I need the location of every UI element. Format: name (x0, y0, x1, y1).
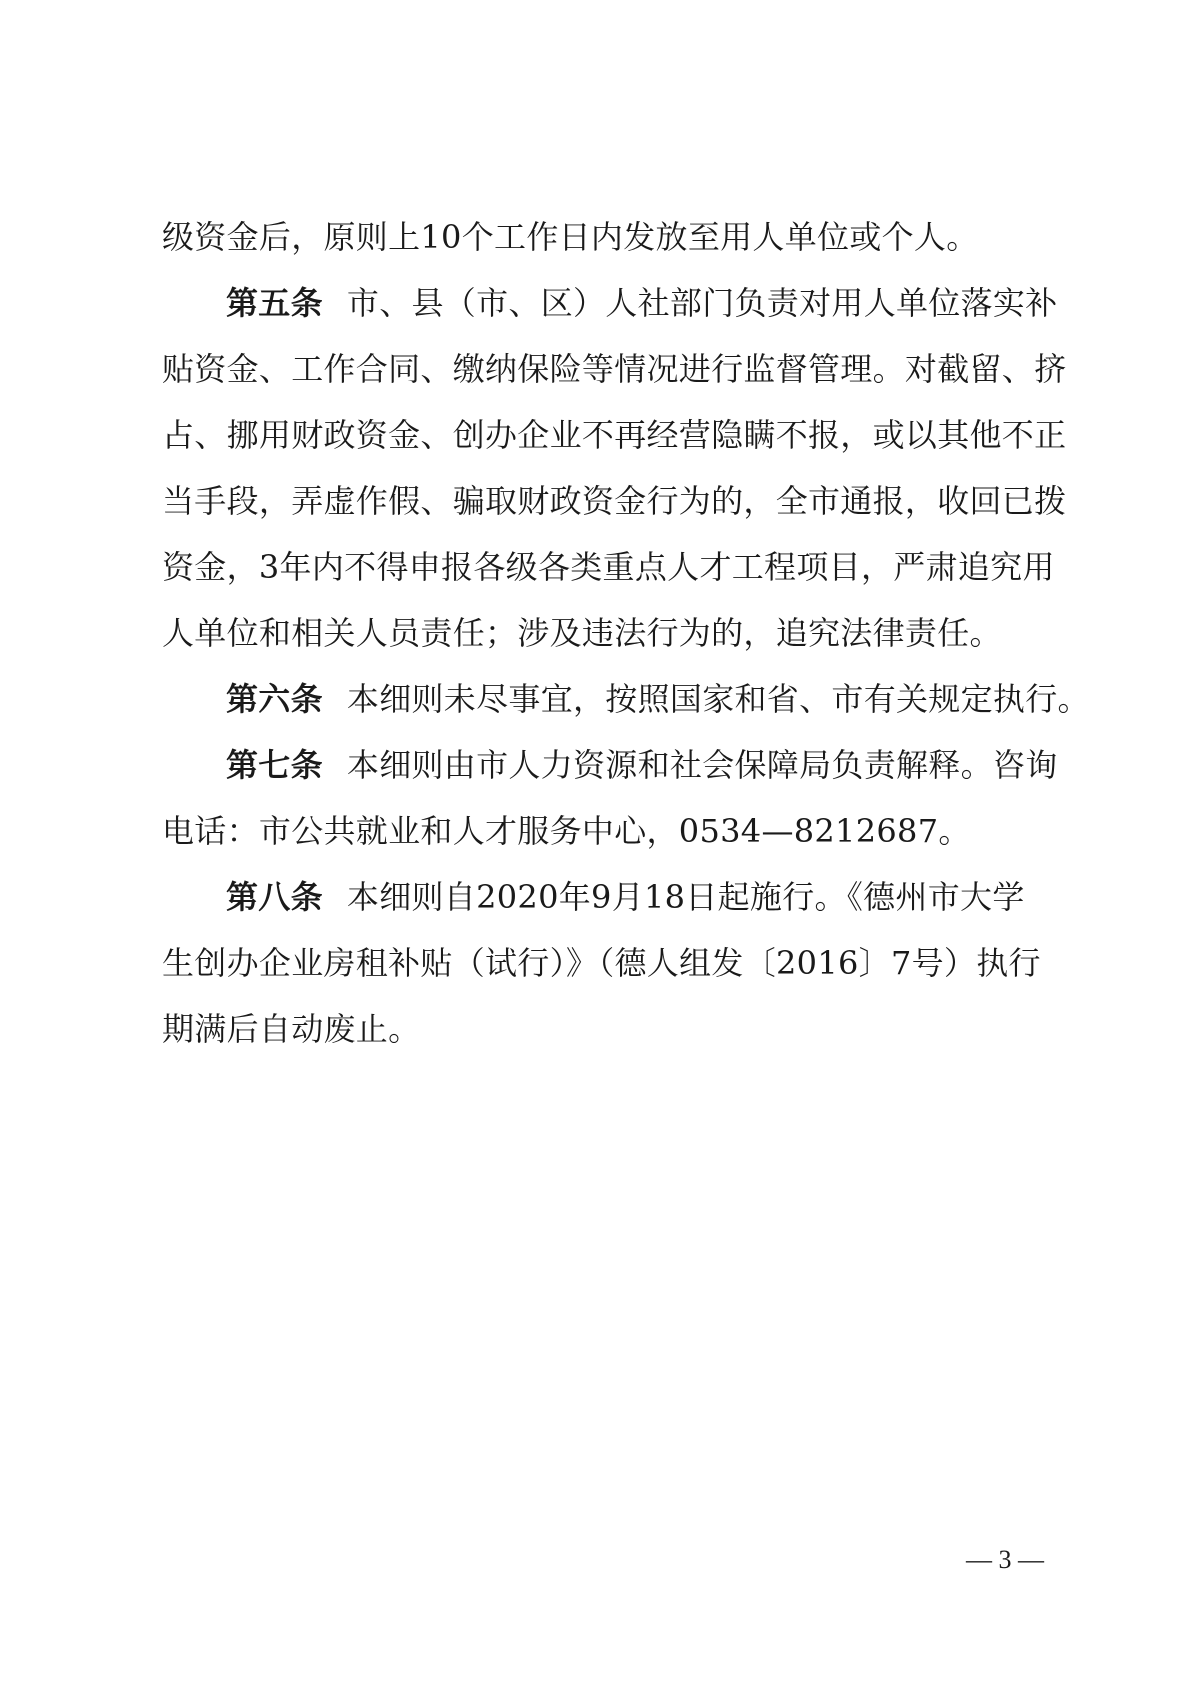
line-text: 本细则由市人力资源和社会保障局负责解释。咨询 (346, 746, 1058, 784)
paragraph-line (162, 609, 1042, 675)
document-body (162, 213, 1090, 1071)
article-seven-heading: 第七条 (226, 746, 323, 784)
line-text: 当手段，弄虚作假、骗取财政资金行为的，全市通报，收回已拨 (162, 482, 1067, 520)
article-five-heading: 第五条 (226, 284, 323, 322)
line-text: 本细则未尽事宜，按照国家和省、市有关规定执行。 (346, 680, 1090, 718)
article-eight-line (162, 873, 1042, 939)
line-text: 电话：市公共就业和人才服务中心，0534—8212687。 (162, 812, 971, 850)
line-text: 生创办企业房租补贴（试行）》（德人组发〔2016〕7号）执行 (162, 944, 1041, 982)
line-text: 贴资金、工作合同、缴纳保险等情况进行监督管理。对截留、挤 (162, 350, 1067, 388)
paragraph-line (162, 807, 1042, 873)
paragraph-line (162, 543, 1055, 609)
line-text: 本细则自2020年9月18日起施行。《德州市大学 (346, 878, 1025, 916)
paragraph-line (162, 477, 1067, 543)
page-number: — 3 — (966, 1545, 1044, 1574)
line-text: 市、县（市、区）人社部门负责对用人单位落实补 (346, 284, 1058, 322)
line-text: 占、挪用财政资金、创办企业不再经营隐瞒不报，或以其他不正 (162, 416, 1067, 454)
article-seven-line (162, 741, 1058, 807)
paragraph-line (162, 213, 1042, 279)
line-text: 人单位和相关人员责任；涉及违法行为的，追究法律责任。 (162, 614, 1002, 652)
article-six-line (162, 675, 1090, 741)
paragraph-line (162, 939, 1042, 1005)
line-text: 期满后自动废止。 (162, 1010, 421, 1048)
article-eight-heading: 第八条 (226, 878, 323, 916)
paragraph-line (162, 1005, 1042, 1071)
line-text: 资金，3年内不得申报各级各类重点人才工程项目，严肃追究用 (162, 548, 1055, 586)
line-text: 级资金后，原则上10个工作日内发放至用人单位或个人。 (162, 218, 979, 256)
article-six-heading: 第六条 (226, 680, 323, 718)
paragraph-line (162, 345, 1067, 411)
paragraph-line (162, 411, 1067, 477)
article-five-line (162, 279, 1058, 345)
